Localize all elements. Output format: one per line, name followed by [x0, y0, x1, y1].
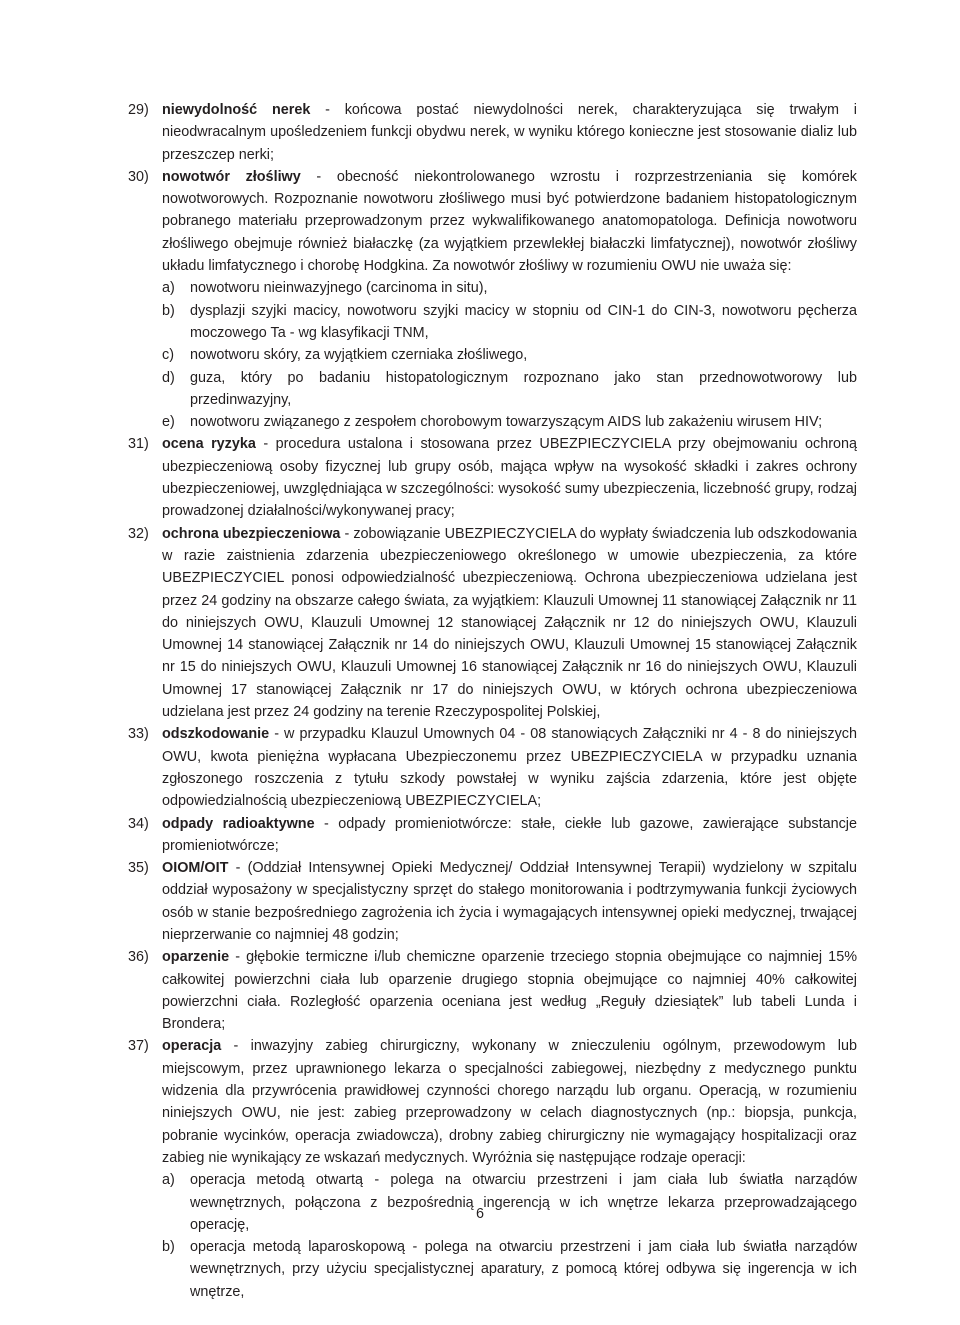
definition-body — [162, 857, 857, 946]
definition-body — [162, 723, 857, 812]
definition-text: - obecność niekontrolowanego wzrostu i rozprzestrzeniania się komórek nowotworowych. Rozpoznanie nowotworu złośliwego musi być potwierdzone badaniem histopatologicznym pobranego materiału przeprowadzonym przez wykwalifikowanego anatomopatologa. Definicja nowotworu złośliwego obejmuje również białaczkę (za wyjątkiem przewlekłej białaczki limfatycznej), nowotwór złośliwy układu limfatycznego i chorobę Hodgkina. Za nowotwór złośliwy w rozumieniu OWU nie uważa się: — [162, 168, 857, 275]
sub-item — [162, 411, 857, 433]
definition-number: 34) — [128, 815, 149, 832]
sub-item-text: guza, który po badaniu histopatologicznym rozpoznano jako stan przednowotworowy lub przedinwazyjny, — [190, 369, 857, 408]
definition-number: 30) — [128, 168, 149, 185]
definition-number: 29) — [128, 102, 149, 118]
sub-item-letter: c) — [162, 347, 174, 364]
definition-body — [162, 813, 857, 858]
sub-item-letter: e) — [162, 414, 175, 431]
definition-text: - zobowiązanie UBEZPIECZYCIELA do wypłaty świadczenia lub odszkodowania w razie zaistnienia zdarzenia ubezpieczeniowego określonego w umowie ubezpieczenia, za które UBEZPIECZYCIEL ponosi odpowiedzialność ubezpieczeniową. Ochrona ubezpieczeniowa udzielana jest przez 24 godziny na obszarze całego świata, za wyjątkiem: Klauzuli Umownej 11 stanowiącej Załącznik nr 11 do niniejszych OWU, Klauzuli Umownej 12 stanowiącej Załącznik nr 12 do niniejszych OWU, Klauzuli Umownej 14 stanowiącej Załącznik nr 14 do niniejszych OWU, Klauzuli Umownej 15 stanowiącej Załącznik nr 15 do niniejszych OWU, Klauzuli Umownej 16 stanowiącej Załącznik nr 16 do niniejszych OWU, Klauzuli Umownej 17 stanowiącej Załącznik nr 17 do niniejszych OWU, w których ochrona ubezpieczeniowa udzielana jest przez 24 godziny na terenie Rzeczypospolitej Polskiej, — [162, 525, 857, 721]
definition-text: - odpady promieniotwórcze: stałe, ciekłe lub gazowe, zawierające substancje promieniotwórcze; — [162, 815, 857, 854]
sub-item — [162, 1236, 857, 1303]
definition-text: - końcowa postać niewydolności nerek, charakteryzująca się trwałym i nieodwracalnym upośledzeniem funkcji obydwu nerek, w wyniku którego konieczne jest stosowanie dializ lub przeszczep nerki; — [162, 102, 857, 163]
sub-item-letter: a) — [162, 280, 175, 297]
definition-term: ocena ryzyka — [162, 436, 256, 453]
definition-term: niewydolność nerek — [162, 102, 311, 118]
definition-term: odszkodowanie — [162, 726, 270, 743]
definition-term: oparzenie — [162, 949, 230, 966]
definition-36 — [128, 946, 857, 1035]
definition-number: 33) — [128, 726, 149, 743]
sub-item-text: nowotworu skóry, za wyjątkiem czerniaka złośliwego, — [190, 347, 528, 364]
definition-37 — [128, 1035, 857, 1303]
sub-item — [162, 367, 857, 412]
definition-text: - w przypadku Klauzul Umownych 04 - 08 stanowiących Załączniki nr 4 - 8 do niniejszych OWU, kwota pieniężna wypłacana Ubezpieczonemu przez UBEZPIECZYCIELA w przypadku uznania zgłoszonego roszczenia z tytułu szkody powstałej w wyniku zajścia zdarzenia, które jest objęte odpowiedzialnością ubezpieczeniową UBEZPIECZYCIELA; — [162, 726, 857, 810]
definition-30 — [128, 166, 857, 434]
sub-item-text: nowotworu związanego z zespołem chorobowym towarzyszącym AIDS lub zakażeniu wirusem HIV; — [190, 414, 823, 431]
definition-term: nowotwór złośliwy — [162, 168, 301, 185]
definitions-list — [128, 99, 857, 1303]
definition-body — [162, 166, 857, 434]
sub-item-letter: d) — [162, 369, 175, 386]
sub-item-text: nowotworu nieinwazyjnego (carcinoma in situ), — [190, 280, 488, 297]
sub-item-letter: a) — [162, 1172, 175, 1189]
definition-number: 32) — [128, 525, 149, 542]
definition-term: ochrona ubezpieczeniowa — [162, 525, 341, 542]
sub-item — [162, 300, 857, 345]
definition-text: - (Oddział Intensywnej Opieki Medycznej/ Oddział Intensywnej Terapii) wydzielony w szpitalu oddział wyposażony w specjalistyczny sprzęt do stałego monitorowania i podtrzymywania funkcji życiowych osób w stanie bezpośredniego zagrożenia ich życia i wymagających intensywnej opieki medycznej, trwającej nieprzerwanie co najmniej 48 godzin; — [162, 860, 857, 943]
sub-item — [162, 277, 857, 299]
definition-body — [162, 99, 857, 166]
definition-number: 31) — [128, 436, 149, 453]
definition-31 — [128, 433, 857, 522]
definition-text: - procedura ustalona i stosowana przez UBEZPIECZYCIELA przy obejmowaniu ochroną ubezpieczeniową osoby fizycznej lub grupy osób, mająca wpływ na wysokość składki i zakres ochrony ubezpieczeniowej, uwzględniająca w szczególności: wysokość sumy ubezpieczenia, liczebność grupy, rodzaj prowadzonej działalności/wykonywanej pracy; — [162, 436, 857, 520]
definition-34 — [128, 813, 857, 858]
definition-body — [162, 523, 857, 724]
definition-number: 37) — [128, 1038, 149, 1055]
definition-35 — [128, 857, 857, 946]
definition-body — [162, 1035, 857, 1303]
definition-number: 35) — [128, 860, 149, 877]
definition-term: OIOM/OIT — [162, 860, 229, 877]
definition-33 — [128, 723, 857, 812]
sub-item-letter: b) — [162, 302, 175, 319]
definition-term: odpady radioaktywne — [162, 815, 315, 832]
sub-item — [162, 344, 857, 366]
sub-item-text: dysplazji szyjki macicy, nowotworu szyjki macicy w stopniu od CIN-1 do CIN-3, nowotworu pęcherza moczowego Ta - wg klasyfikacji TNM, — [190, 302, 857, 341]
definition-body — [162, 433, 857, 522]
sub-item-letter: b) — [162, 1239, 175, 1256]
definition-text: - głębokie termiczne i/lub chemiczne oparzenie trzeciego stopnia obejmujące co najmniej 15% całkowitej powierzchni ciała lub oparzenie drugiego stopnia obejmujące co najmniej 40% całkowitej powierzchni ciała. Rozległość oparzenia oceniana jest według „Reguły dziesiątek” lub tabeli Lunda i Brondera; — [162, 949, 857, 1033]
definition-32 — [128, 523, 857, 724]
definition-29 — [128, 99, 857, 166]
sub-item-text: operacja metodą laparoskopową - polega na otwarciu przestrzeni i jam ciała lub światła narządów wewnętrznych, przy użyciu specjalistycznej aparatury, z pomocą której odbywa się ingerencja w ich wnętrze, — [190, 1239, 857, 1300]
sub-item-text: operacja metodą otwartą - polega na otwarciu przestrzeni i jam ciała lub światła narządów wewnętrznych, połączona z bezpośrednią ingerencją w ich wnętrze lekarza przeprowadzającego operację, — [190, 1172, 857, 1233]
definition-number: 36) — [128, 949, 149, 966]
definition-text: - inwazyjny zabieg chirurgiczny, wykonany w znieczuleniu ogólnym, przewodowym lub miejscowym, przez uprawnionego lekarza o specjalności zabiegowej, niezbędny z medycznego punktu widzenia dla przywrócenia prawidłowej czynności chorego narządu lub organu. Operacją, w rozumieniu niniejszych OWU, nie jest: zabieg przeprowadzony w celach diagnostycznych (np.: biopsja, punkcja, pobranie wycinków, operacja zwiadowcza), drobny zabieg chirurgiczny nie wymagający hospitalizacji oraz zabieg nie wynikający ze wskazań medycznych. Wyróżnia się następujące rodzaje operacji: — [162, 1038, 857, 1166]
definition-body — [162, 946, 857, 1035]
definition-term: operacja — [162, 1038, 222, 1055]
page-number: 6 — [475, 1206, 484, 1222]
